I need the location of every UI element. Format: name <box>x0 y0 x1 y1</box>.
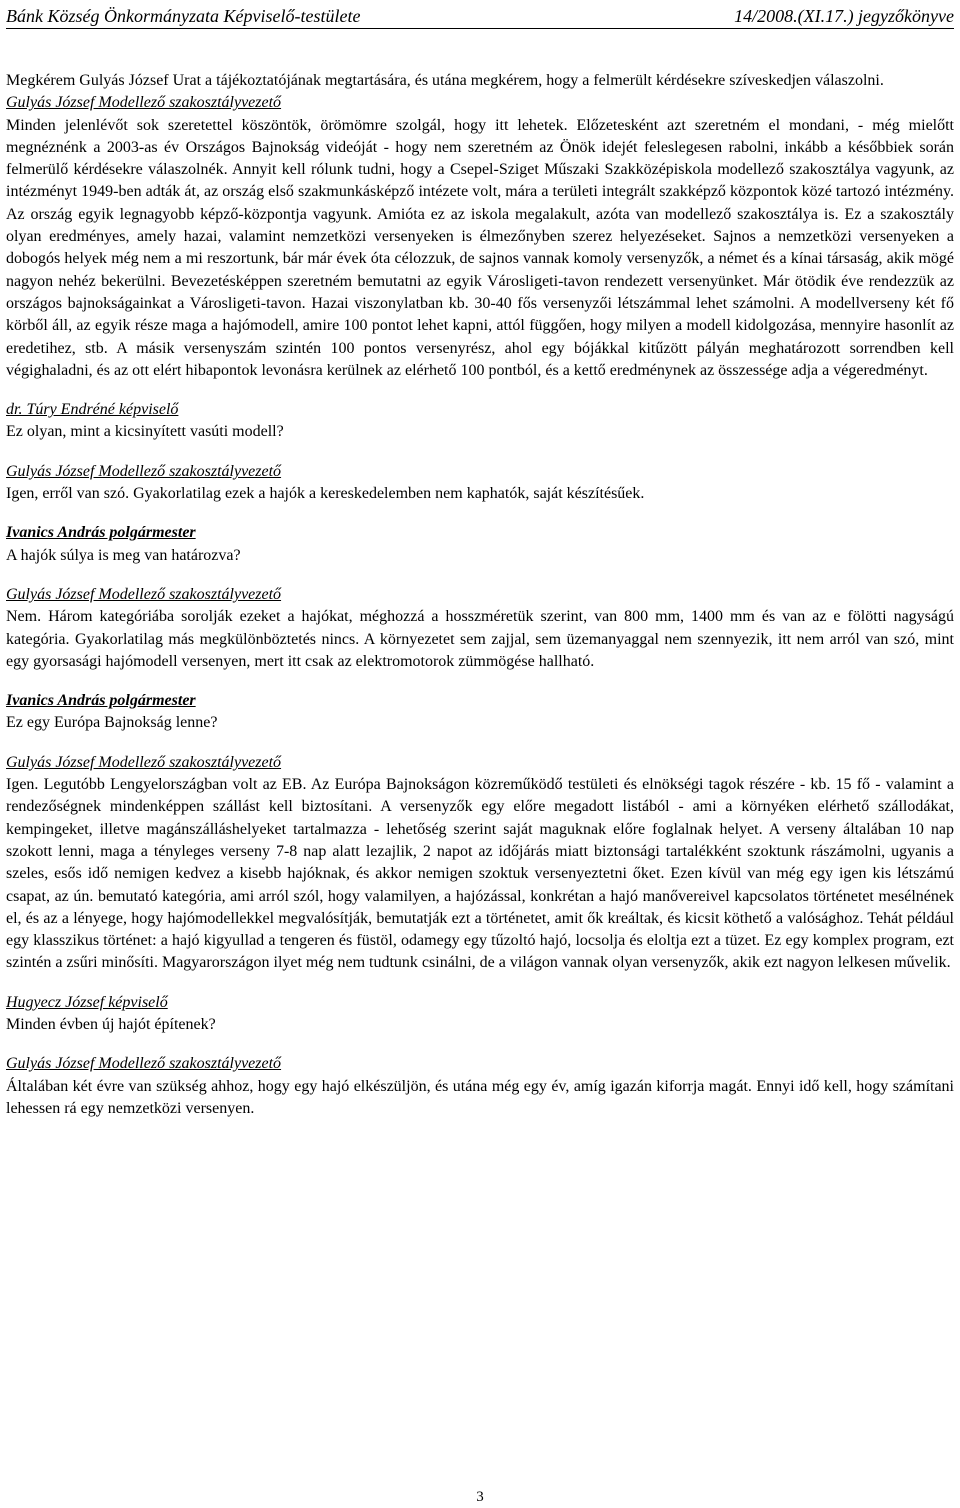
speech-text: Igen, erről van szó. Gyakorlatilag ezek a hajók a kereskedelemben nem kaphatók, saját készítésűek. <box>6 485 645 503</box>
speaker-name: Gulyás József Modellező szakosztályvezető <box>6 753 282 771</box>
speech-text: Minden jelenlévőt sok szeretettel köszöntök, örömömre szolgál, hogy itt lehetek. Előzetesként azt szeretném el mondani, - még mielőtt megnéznénk a 2003-as év Országos Bajnokság videóját - hogy nem szeretném az Önök idejét feleslegesen rabolni, inkább a későbbiek során felmerülő kérdésekre válaszolnék. Annyit kell rólunk tudni, hogy a Csepel-Sziget Műszaki Szakközépiskola modellező szakosztálya vagyunk, az intézményt 1949-ben adták át, az ország első szakmunkásképző intézete volt, mára a területi integrált szakképző központok közé tartozó intézmény. Az ország egyik legnagyobb képző-központja vagyunk. Amióta ez az iskola megalakult, azóta van modellező szakosztálya is. Ez a szakosztály olyan eredményes, amely hazai, valamint nemzetközi versenyeken is élmezőnyben szerez helyezéseket. Sajnos a nemzetközi versenyeken a dobogós helyek még nem a mi reszortunk, bár már évek óta célozzuk, de sajnos vannak komoly versenyzők, a német és a kínai társaság, akik mögé nagyon nehéz bekerülni. Bevezetésképpen szeretném bemutatni az egyik Városligeti-tavon rendezett versenyünket. Már ötödik éve rendezzük az országos bajnokságainkat a Városligeti-tavon. Hazai viszonylatban kb. 30-40 fős versenyzői létszámmal lehet számolni. A modellverseny két fő körből áll, az egyik része maga a hajómodell, amire 100 pontot lehet kapni, attól függően, hogy milyen a modell kidolgozása, mennyire hasonlít az eredetihez, stb. A másik versenyszám szintén 100 pontos versenyrész, ahol egy bójákkal kitűzött pályán meghatározott sorrendben kell végighaladni, és az ott elért hibapontok levonásra kerülnek az elérhető 100 pontból, és a kettő eredménynek az összessége adja a végeredményt. <box>6 116 954 379</box>
speech-text: Igen. Legutóbb Lengyelországban volt az EB. Az Európa Bajnokságon közreműködő testületi és elnökségi tagok részére - kb. 15 fő - valamint a rendezőségnek mindenképpen szállást kell biztosítani. A versenyzők egy előre megadott listából - ami a környéken elérhető szállodákat, kempingeket, illetve magánszálláshelyeket tartalmazza - lehetőség szerint saját maguknak előre foglalnak helyet. A verseny általában 10 nap szokott lenni, maga a tényleges verseny 7-8 nap alatt lezajlik, 2 napot az időjárás miatt biztonsági tartalékként szoktunk rászámolni, ugyanis a szeles, esős idő nemigen kedvez a kisebb hajóknak, és akkor nemigen szoktuk versenyeztetni őket. Ezen kívül van még egy igen kis létszámú csapat, az ún. bemutató kategória, ami arról szól, hogy valamilyen, a hajózással, konkrétan a hajó manővereivel kapcsolatos történetet mesélnének el, és az a lényege, hogy hajómodellekkel megvalósítják, bemutatják ezt a történetet, amit ők kreáltak, és kicsit köthető a valósághoz. Tehát például egy klasszikus történet: a hajó kigyullad a tengeren és füstöl, odamegy egy tűzoltó hajó, locsolja és eloltja ezt a tüzet. Ez egy komplex program, ezt szintén a zsűri minősíti. Magyarországon ilyet még nem tudtunk csinálni, de a világon vannak olyan versenyzők, akik ezt nagyon lelkesen művelik. <box>6 776 954 972</box>
speaker-name: Hugyecz József képviselő <box>6 993 168 1011</box>
page-number: 3 <box>476 1489 484 1505</box>
speaker-name: dr. Túry Endréné képviselő <box>6 401 179 419</box>
speech-block <box>6 584 954 673</box>
speaker-name: Ivanics András polgármester <box>6 692 196 710</box>
speech-block <box>6 399 954 444</box>
speaker-name: Gulyás József Modellező szakosztályvezető <box>6 94 282 112</box>
header-council-name: Bánk Község Önkormányzata Képviselő-testülete <box>6 6 361 26</box>
speech-block <box>6 461 954 506</box>
speech-text: Minden évben új hajót építenek? <box>6 1015 216 1033</box>
header-minutes-number: 14/2008.(XI.17.) jegyzőkönyve <box>734 6 954 26</box>
minutes-body <box>6 70 954 1137</box>
document-page <box>6 0 954 1508</box>
speech-text: A hajók súlya is meg van határozva? <box>6 546 241 564</box>
speech-text: Ez olyan, mint a kicsinyített vasúti modell? <box>6 423 284 441</box>
intro-paragraph: Megkérem Gulyás József Urat a tájékoztatójának megtartására, és utána megkérem, hogy a felmerült kérdésekre szíveskedjen válaszolni. <box>6 72 884 89</box>
speaker-name: Gulyás József Modellező szakosztályvezető <box>6 462 282 480</box>
speech-text: Ez egy Európa Bajnokság lenne? <box>6 714 218 732</box>
page-header <box>6 4 954 29</box>
speaker-name: Ivanics András polgármester <box>6 524 196 542</box>
speech-block <box>6 752 954 975</box>
speech-text: Nem. Három kategóriába sorolják ezeket a hajókat, méghozzá a hosszméretük szerint, van 800 mm, 1400 mm és van az e fölötti nagyságú kategória. Gyakorlatilag más megkülönböztetés nincs. A környezetet sem zajjal, sem üzemanyaggal nem szennyezik, itt nem arról van szó, mint egy gyorsasági hajómodell versenyen, mert itt csak az elektromotorok zümmögése hallható. <box>6 608 954 670</box>
speaker-name: Gulyás József Modellező szakosztályvezető <box>6 1055 282 1073</box>
speech-text: Általában két évre van szükség ahhoz, hogy egy hajó elkészüljön, és utána még egy év, amíg igazán kiforrja magát. Ennyi idő kell, hogy számítani lehessen rá egy nemzetközi versenyen. <box>6 1077 954 1117</box>
speech-block <box>6 690 954 735</box>
speech-block <box>6 522 954 567</box>
speech-block <box>6 1053 954 1120</box>
speech-block <box>6 92 954 382</box>
speaker-name: Gulyás József Modellező szakosztályvezető <box>6 585 282 603</box>
speech-block <box>6 992 954 1037</box>
